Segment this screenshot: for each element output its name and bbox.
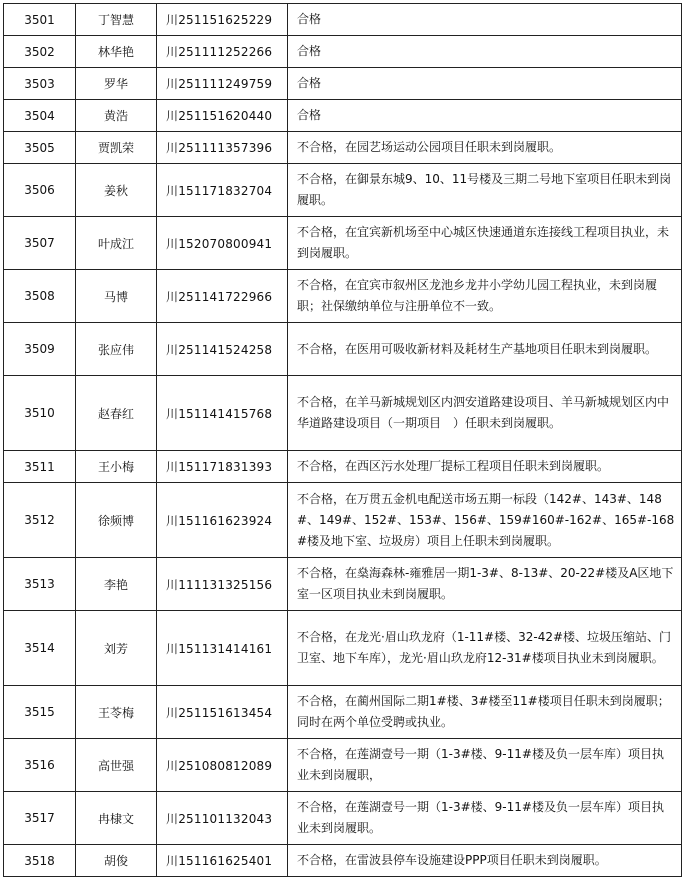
person-name: 赵春红 [76, 376, 157, 451]
check-result: 不合格，在莲湖壹号一期（1-3#楼、9-11#楼及负一层车库）项目执业未到岗履职。 [288, 792, 682, 845]
table-row [4, 100, 682, 132]
certificate-number: 川251141524258 [157, 323, 288, 376]
check-result: 不合格，在燊海森林-雍雅居一期1-3#、8-13#、20-22#楼及A区地下室一区项目执业未到岗履职。 [288, 558, 682, 611]
table-row [4, 132, 682, 164]
certificate-number: 川251111357396 [157, 132, 288, 164]
check-result: 不合格，在蔺州国际二期1#楼、3#楼至11#楼项目任职未到岗履职；同时在两个单位受聘或执业。 [288, 686, 682, 739]
person-name: 王小梅 [76, 451, 157, 483]
check-result: 不合格，在宜宾市叙州区龙池乡龙井小学幼儿园工程执业，未到岗履职；社保缴纳单位与注册单位不一致。 [288, 270, 682, 323]
row-number: 3506 [4, 164, 76, 217]
row-number: 3509 [4, 323, 76, 376]
table-row [4, 739, 682, 792]
person-name: 罗华 [76, 68, 157, 100]
check-result: 不合格，在龙光·眉山玖龙府（1-11#楼、32-42#楼、垃圾压缩站、门卫室、地下车库），龙光·眉山玖龙府12-31#楼项目执业未到岗履职。 [288, 611, 682, 686]
check-result: 合格 [288, 4, 682, 36]
row-number: 3510 [4, 376, 76, 451]
check-result: 不合格，在御景东城9、10、11号楼及三期二号地下室项目任职未到岗履职。 [288, 164, 682, 217]
certificate-number: 川251111249759 [157, 68, 288, 100]
row-number: 3517 [4, 792, 76, 845]
table-row [4, 451, 682, 483]
row-number: 3507 [4, 217, 76, 270]
person-name: 胡俊 [76, 845, 157, 877]
row-number: 3503 [4, 68, 76, 100]
check-result: 合格 [288, 100, 682, 132]
table-row [4, 792, 682, 845]
certificate-number: 川251141722966 [157, 270, 288, 323]
person-name: 姜秋 [76, 164, 157, 217]
person-name: 贾凯荣 [76, 132, 157, 164]
row-number: 3502 [4, 36, 76, 68]
certificate-number: 川111131325156 [157, 558, 288, 611]
table-row [4, 323, 682, 376]
table-row [4, 68, 682, 100]
check-result: 不合格，在莲湖壹号一期（1-3#楼、9-11#楼及负一层车库）项目执业未到岗履职， [288, 739, 682, 792]
person-name: 张应伟 [76, 323, 157, 376]
table-row [4, 483, 682, 558]
row-number: 3511 [4, 451, 76, 483]
table-row [4, 558, 682, 611]
row-number: 3516 [4, 739, 76, 792]
certificate-number: 川151161625401 [157, 845, 288, 877]
person-name: 李艳 [76, 558, 157, 611]
person-name: 刘芳 [76, 611, 157, 686]
person-name: 丁智慧 [76, 4, 157, 36]
table-row [4, 686, 682, 739]
check-result: 不合格，在雷波县停车设施建设PPP项目任职未到岗履职。 [288, 845, 682, 877]
table-row [4, 270, 682, 323]
table-row [4, 376, 682, 451]
certificate-number: 川151171832704 [157, 164, 288, 217]
row-number: 3513 [4, 558, 76, 611]
certificate-number: 川251151620440 [157, 100, 288, 132]
certificate-number: 川151161623924 [157, 483, 288, 558]
certificate-number: 川152070800941 [157, 217, 288, 270]
check-result: 不合格，在万贯五金机电配送市场五期一标段（142#、143#、148#、149#、152#、153#、156#、159#160#-162#、165#-168#楼及地下室、垃圾房）项目上任职未到岗履职。 [288, 483, 682, 558]
person-name: 徐频博 [76, 483, 157, 558]
certificate-number: 川151131414161 [157, 611, 288, 686]
certificate-number: 川251151625229 [157, 4, 288, 36]
certificate-number: 川251101132043 [157, 792, 288, 845]
person-name: 高世强 [76, 739, 157, 792]
row-number: 3515 [4, 686, 76, 739]
person-name: 马博 [76, 270, 157, 323]
check-result: 合格 [288, 68, 682, 100]
certificate-number: 川251080812089 [157, 739, 288, 792]
person-name: 林华艳 [76, 36, 157, 68]
person-name: 王苓梅 [76, 686, 157, 739]
check-result: 不合格，在宜宾新机场至中心城区快速通道东连接线工程项目执业，未到岗履职。 [288, 217, 682, 270]
certificate-number: 川251151613454 [157, 686, 288, 739]
row-number: 3504 [4, 100, 76, 132]
certificate-number: 川251111252266 [157, 36, 288, 68]
person-name: 叶成江 [76, 217, 157, 270]
table-body [4, 4, 682, 877]
table-row [4, 164, 682, 217]
table-row [4, 611, 682, 686]
table-row [4, 36, 682, 68]
check-result: 合格 [288, 36, 682, 68]
certificate-number: 川151141415768 [157, 376, 288, 451]
row-number: 3505 [4, 132, 76, 164]
row-number: 3518 [4, 845, 76, 877]
row-number: 3512 [4, 483, 76, 558]
check-result: 不合格，在园艺场运动公园项目任职未到岗履职。 [288, 132, 682, 164]
table-row [4, 845, 682, 877]
check-result: 不合格，在西区污水处理厂提标工程项目任职未到岗履职。 [288, 451, 682, 483]
table-row [4, 217, 682, 270]
check-result: 不合格，在医用可吸收新材料及耗材生产基地项目任职未到岗履职。 [288, 323, 682, 376]
personnel-check-table [3, 3, 682, 877]
certificate-number: 川151171831393 [157, 451, 288, 483]
row-number: 3514 [4, 611, 76, 686]
check-result: 不合格，在羊马新城规划区内泗安道路建设项目、羊马新城规划区内中华道路建设项目（一期项目 ）任职未到岗履职。 [288, 376, 682, 451]
person-name: 黄浩 [76, 100, 157, 132]
row-number: 3501 [4, 4, 76, 36]
person-name: 冉棣文 [76, 792, 157, 845]
table-row [4, 4, 682, 36]
row-number: 3508 [4, 270, 76, 323]
